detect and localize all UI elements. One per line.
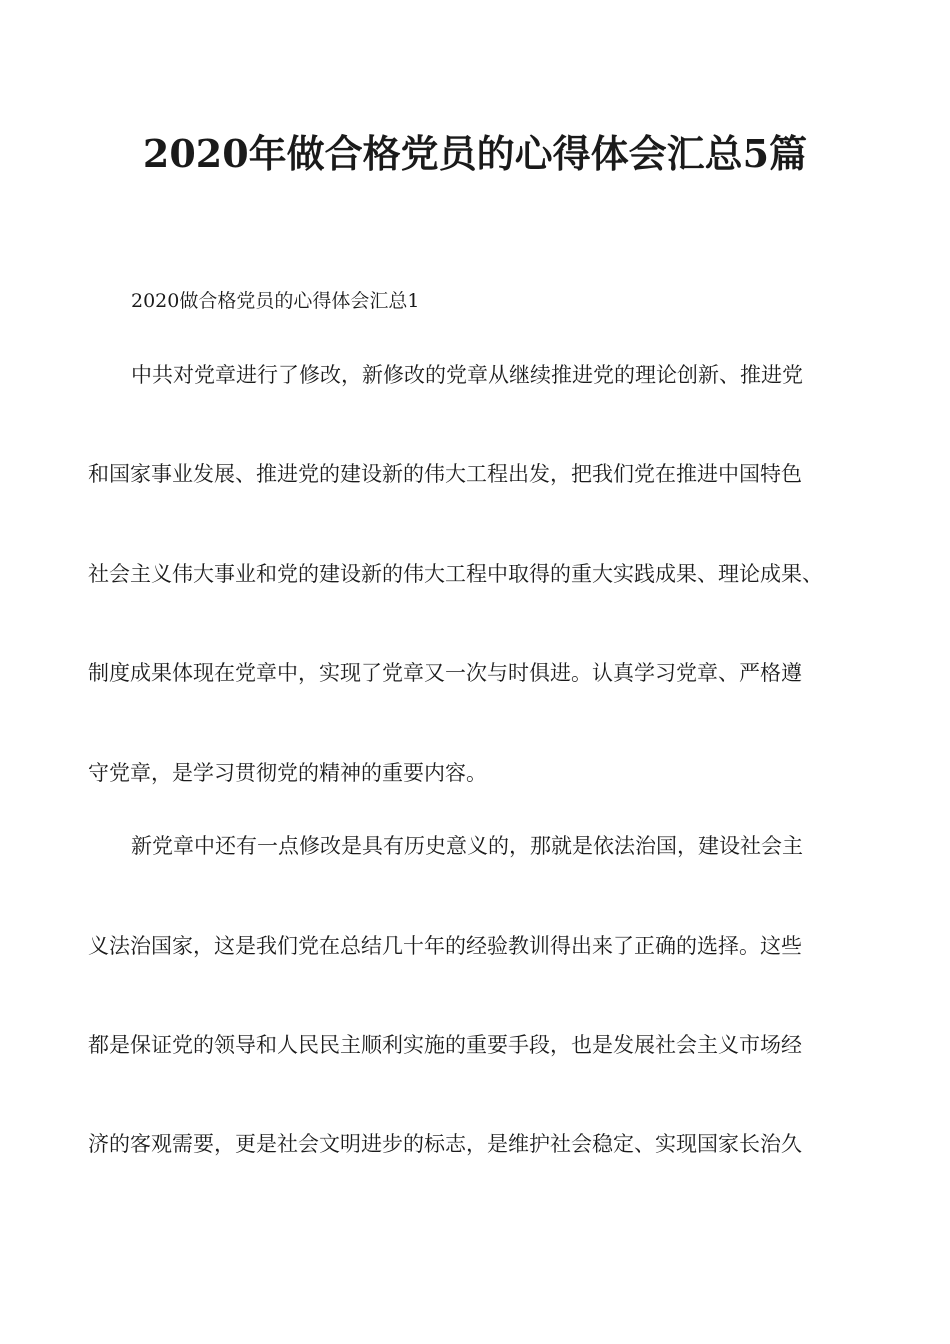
paragraph-line: 义法治国家，这是我们党在总结几十年的经验教训得出来了正确的选择。这些 [88,934,802,958]
paragraph-line: 济的客观需要，更是社会文明进步的标志，是维护社会稳定、实现国家长治久 [88,1132,802,1156]
paragraph-line: 和国家事业发展、推进党的建设新的伟大工程出发，把我们党在推进中国特色 [88,462,802,486]
paragraph-line: 社会主义伟大事业和党的建设新的伟大工程中取得的重大实践成果、理论成果、 [88,562,823,586]
section-heading: 2020做合格党员的心得体会汇总1 [131,290,420,312]
paragraph-line: 新党章中还有一点修改是具有历史意义的，那就是依法治国，建设社会主 [131,834,803,858]
paragraph-line: 守党章，是学习贯彻党的精神的重要内容。 [88,761,487,785]
paragraph-line: 中共对党章进行了修改，新修改的党章从继续推进党的理论创新、推进党 [131,363,803,387]
document-title: 2020年做合格党员的心得体会汇总5篇 [142,131,808,176]
paragraph-line: 制度成果体现在党章中，实现了党章又一次与时俱进。认真学习党章、严格遵 [88,661,802,685]
paragraph-line: 都是保证党的领导和人民民主顺利实施的重要手段，也是发展社会主义市场经 [88,1033,802,1057]
